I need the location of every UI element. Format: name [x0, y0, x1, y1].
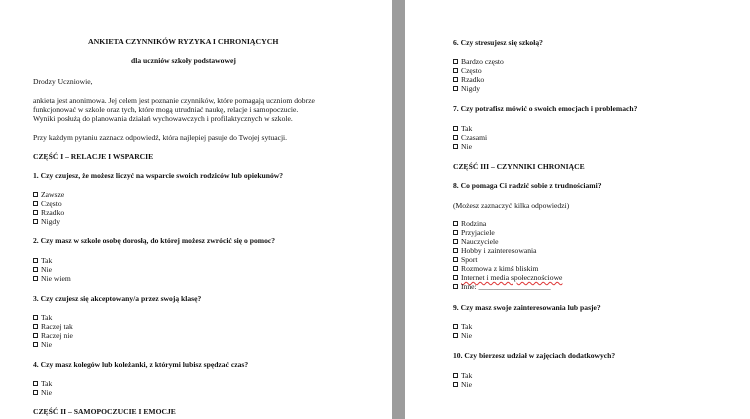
checkbox-icon [33, 267, 38, 272]
q8-option-nauczyciele[interactable]: Nauczyciele [453, 237, 499, 246]
checkbox-icon [453, 275, 458, 280]
checkbox-icon [453, 382, 458, 387]
checkbox-icon [33, 192, 38, 197]
q3-option-raczej-nie[interactable]: Raczej nie [33, 331, 73, 340]
q2-option-nie-wiem[interactable]: Nie wiem [33, 274, 71, 283]
checkbox-icon [33, 315, 38, 320]
q8-option-rodzina[interactable]: Rodzina [453, 219, 486, 228]
q2-option-nie[interactable]: Nie [33, 265, 52, 274]
checkbox-icon [33, 276, 38, 281]
q8-option-hobby[interactable]: Hobby i zainteresowania [453, 246, 537, 255]
q6-option-czesto[interactable]: Często [453, 66, 482, 75]
q3-option-tak[interactable]: Tak [33, 313, 52, 322]
checkbox-icon [33, 201, 38, 206]
checkbox-icon [33, 324, 38, 329]
section-heading-2: CZĘŚĆ II – SAMOPOCZUCIE I EMOCJE [33, 407, 176, 416]
checkbox-icon [453, 126, 458, 131]
section-heading-1: CZĘŚĆ I – RELACJE I WSPARCIE [33, 152, 154, 161]
checkbox-icon [33, 390, 38, 395]
question-4: 4. Czy masz kolegów lub koleżanki, z którymi lubisz spędzać czas? [33, 360, 249, 369]
document-page-right [405, 0, 750, 419]
q8-option-przyjaciele[interactable]: Przyjaciele [453, 228, 495, 237]
checkbox-icon [453, 221, 458, 226]
q7-option-czasami[interactable]: Czasami [453, 133, 487, 142]
q4-option-tak[interactable]: Tak [33, 379, 52, 388]
checkbox-icon [453, 135, 458, 140]
checkbox-icon [33, 219, 38, 224]
q10-option-tak[interactable]: Tak [453, 371, 472, 380]
question-3: 3. Czy czujesz się akceptowany/a przez swoją klasę? [33, 294, 202, 303]
q8-option-internet[interactable]: Internet i media społecznościowe [453, 273, 562, 282]
question-6: 6. Czy stresujesz się szkołą? [453, 38, 543, 47]
checkbox-icon [453, 77, 458, 82]
q8-option-sport[interactable]: Sport [453, 255, 477, 264]
q1-option-rzadko[interactable]: Rzadko [33, 208, 64, 217]
checkbox-icon [453, 333, 458, 338]
checkbox-icon [33, 333, 38, 338]
checkbox-icon [453, 257, 458, 262]
question-7: 7. Czy potrafisz mówić o swoich emocjach i problemach? [453, 104, 638, 113]
checkbox-icon [453, 248, 458, 253]
q8-option-inne[interactable]: Inne: ___________________ [453, 282, 551, 291]
question-8-note: (Możesz zaznaczyć kilka odpowiedzi) [453, 201, 570, 210]
q3-option-raczej-tak[interactable]: Raczej tak [33, 322, 73, 331]
question-10: 10. Czy bierzesz udział w zajęciach dodatkowych? [453, 351, 616, 360]
checkbox-icon [453, 59, 458, 64]
checkbox-icon [33, 381, 38, 386]
intro-line-3: Wyniki posłużą do planowania działań wychowawczych i profilaktycznych w szkole. [33, 114, 293, 123]
q2-option-tak[interactable]: Tak [33, 256, 52, 265]
checkbox-icon [453, 266, 458, 271]
q1-option-czesto[interactable]: Często [33, 199, 62, 208]
q8-option-rozmowa[interactable]: Rozmowa z kimś bliskim [453, 264, 538, 273]
question-9: 9. Czy masz swoje zainteresowania lub pasje? [453, 303, 601, 312]
checkbox-icon [33, 342, 38, 347]
q6-option-rzadko[interactable]: Rzadko [453, 75, 484, 84]
survey-subtitle: dla uczniów szkoły podstawowej [131, 56, 236, 65]
instruction: Przy każdym pytaniu zaznacz odpowiedź, która najlepiej pasuje do Twojej sytuacji. [33, 133, 288, 142]
q7-option-nie[interactable]: Nie [453, 142, 472, 151]
q3-option-nie[interactable]: Nie [33, 340, 52, 349]
checkbox-icon [453, 324, 458, 329]
greeting: Drodzy Uczniowie, [33, 77, 93, 86]
q9-option-tak[interactable]: Tak [453, 322, 472, 331]
intro-line-1: ankieta jest anonimowa. Jej celem jest poznanie czynników, które pomagają uczniom dobrze [33, 96, 315, 105]
page-gap [392, 0, 405, 419]
checkbox-icon [453, 144, 458, 149]
intro-line-2: funkcjonować w szkole oraz tych, które mogą utrudniać naukę, relacje i samopoczucie. [33, 105, 299, 114]
q7-option-tak[interactable]: Tak [453, 124, 472, 133]
q9-option-nie[interactable]: Nie [453, 331, 472, 340]
checkbox-icon [453, 68, 458, 73]
checkbox-icon [453, 373, 458, 378]
checkbox-icon [453, 284, 458, 289]
checkbox-icon [453, 86, 458, 91]
checkbox-icon [33, 258, 38, 263]
question-2: 2. Czy masz w szkole osobę dorosłą, do której możesz zwrócić się o pomoc? [33, 236, 276, 245]
checkbox-icon [33, 210, 38, 215]
question-8: 8. Co pomaga Ci radzić sobie z trudnościami? [453, 181, 602, 190]
checkbox-icon [453, 239, 458, 244]
q6-option-nigdy[interactable]: Nigdy [453, 84, 480, 93]
question-1: 1. Czy czujesz, że możesz liczyć na wsparcie swoich rodziców lub opiekunów? [33, 171, 284, 180]
survey-title: ANKIETA CZYNNIKÓW RYZYKA I CHRONIĄCYCH [88, 37, 279, 46]
q1-option-nigdy[interactable]: Nigdy [33, 217, 60, 226]
q4-option-nie[interactable]: Nie [33, 388, 52, 397]
q1-option-zawsze[interactable]: Zawsze [33, 190, 64, 199]
q6-option-bardzo-czesto[interactable]: Bardzo często [453, 57, 504, 66]
checkbox-icon [453, 230, 458, 235]
section-heading-3: CZĘŚĆ III – CZYNNIKI CHRONIĄCE [453, 162, 585, 171]
q10-option-nie[interactable]: Nie [453, 380, 472, 389]
